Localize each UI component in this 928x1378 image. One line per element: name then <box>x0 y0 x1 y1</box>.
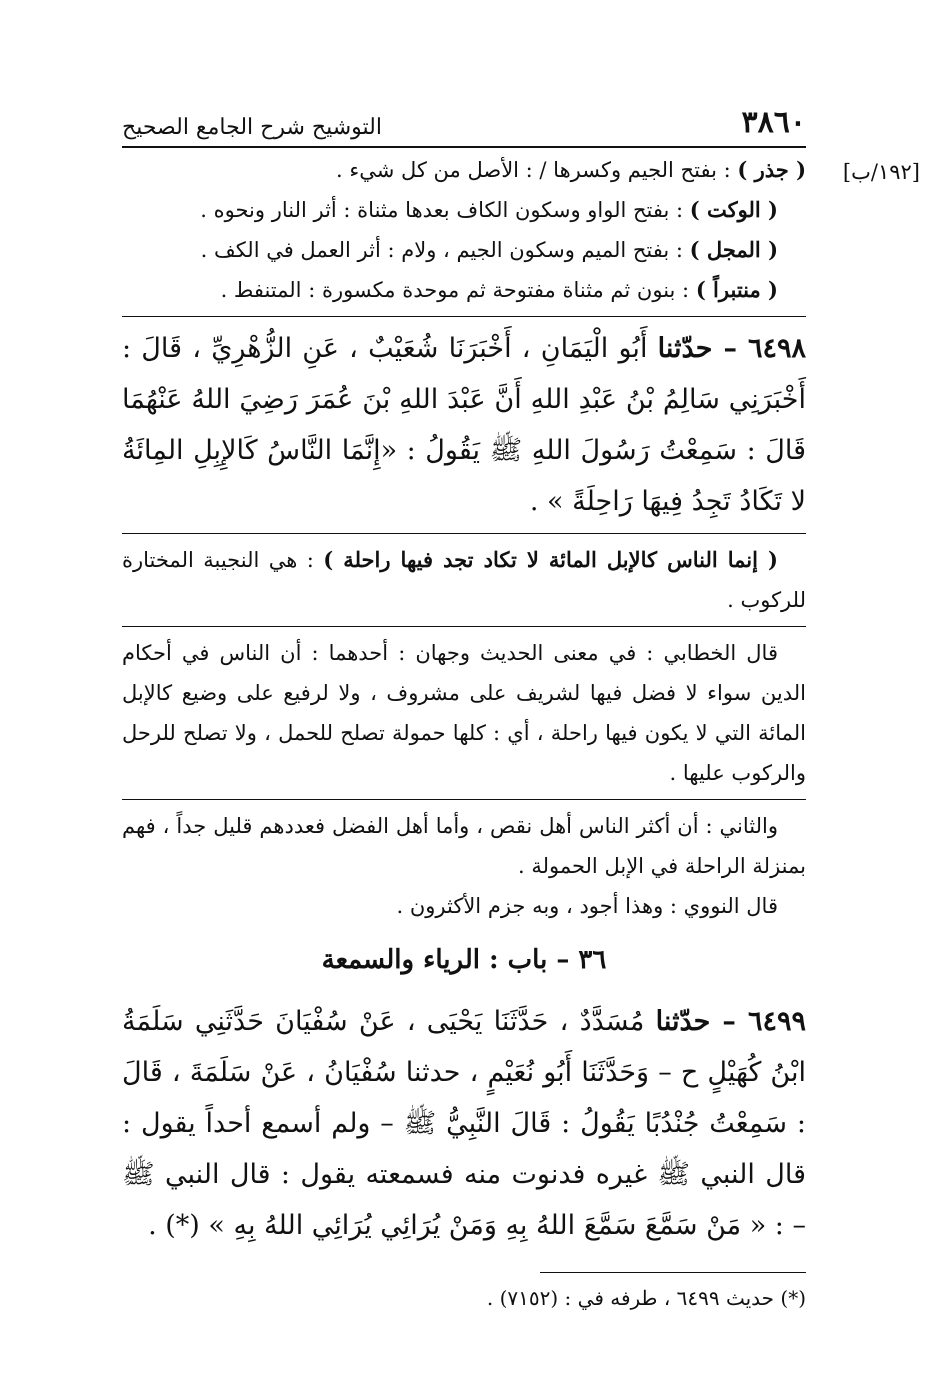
definition-term: ( منتبراً ) <box>695 277 778 302</box>
definition-line <box>122 540 806 620</box>
running-title: التوشيح شرح الجامع الصحيح <box>122 115 382 140</box>
definition-text: : هي النجيبة المختارة للركوب . <box>122 548 806 612</box>
hadith-text: مُسَدَّدٌ ، حَدَّثَنَا يَحْيَى ، عَنْ سُفْيَانَ حَدَّثَنِي سَلَمَةُ ابْنُ كُهَيْلٍ ح – وَحَدَّثَنَا أَبُو نُعَيْمٍ ، حدثنا سُفْيَانُ ، عَنْ سَلَمَةَ ، قَالَ : سَمِعْتُ جُنْدُبًا يَقُولُ : قَالَ النَّبِيُّ ﷺ – ولم أسمع أحداً يقول : قال النبي ﷺ غيره فدنوت منه فسمعته يقول : قال النبي ﷺ – : « مَنْ سَمَّعَ سَمَّعَ اللهُ بِهِ وَمَنْ يُرَائِي يُرَائِي اللهُ بِهِ » (*) . <box>122 1006 806 1241</box>
hadith-lead: – حدّثنا <box>655 1006 748 1037</box>
hadith-6499 <box>122 996 806 1251</box>
definition-term: ( المجل ) <box>689 237 778 262</box>
section-rule <box>122 533 806 534</box>
hadith-lead: – حدّثنا <box>657 333 748 364</box>
page-header <box>122 100 806 140</box>
definition-line <box>122 230 806 270</box>
header-rule <box>122 146 806 148</box>
page-number: ٣٨٦٠ <box>741 105 806 140</box>
definition-text: : بفتح الواو وسكون الكاف بعدها مثناة : أثر النار ونحوه . <box>200 198 690 222</box>
definition-text: : بفتح الميم وسكون الجيم ، ولام : أثر العمل في الكف . <box>200 238 690 262</box>
margin-folio-note: [١٩٢/ب] <box>842 160 920 184</box>
section-rule <box>122 626 806 627</box>
definition-text: : بفتح الجيم وكسرها / : الأصل من كل شيء . <box>335 158 738 182</box>
footnote: (*) حديث ٦٤٩٩ ، طرفه في : (٧١٥٢) . <box>486 1286 806 1310</box>
section-rule <box>122 799 806 800</box>
definition-term: ( جذر ) <box>737 157 806 182</box>
definition-term: ( إنما الناس كالإبل المائة لا تكاد تجد فيها راحلة ) <box>323 547 778 572</box>
commentary-paragraph: قال الخطابي : في معنى الحديث وجهان : أحدهما : أن الناس في أحكام الدين سواء لا فضل فيها لشريف على مشروف ، ولا لرفيع على وضيع كالإبل المائة التي لا يكون فيها راحلة ، أي : كلها حمولة تصلح للحمل ، ولا تصلح للرحل والركوب عليها . <box>122 641 806 785</box>
definition-line <box>122 150 806 190</box>
hadith-text: أَبُو الْيَمَانِ ، أَخْبَرَنَا شُعَيْبٌ ، عَنِ الزُّهْرِيِّ ، قَالَ : أَخْبَرَنِي سَالِمُ بْنُ عَبْدِ اللهِ أَنَّ عَبْدَ اللهِ بْنَ عُمَرَ رَضِيَ اللهُ عَنْهُمَا قَالَ : سَمِعْتُ رَسُولَ اللهِ ﷺ يَقُولُ : «إِنَّمَا النَّاسُ كَالإِبِلِ المِائَةُ لا تَكَادُ تَجِدُ فِيهَا رَاحِلَةً » . <box>122 333 806 517</box>
commentary-paragraph: قال النووي : وهذا أجود ، وبه جزم الأكثرون . <box>396 894 778 918</box>
definitions-top <box>122 150 806 310</box>
hadith-number: ٦٤٩٨ <box>747 333 806 364</box>
definition-line <box>122 270 806 310</box>
hadith-6498 <box>122 323 806 527</box>
hadith-number: ٦٤٩٩ <box>747 1006 806 1037</box>
commentary-paragraph: والثاني : أن أكثر الناس أهل نقص ، وأما أهل الفضل فعددهم قليل جداً ، فهم بمنزلة الراحلة في الإبل الحمولة . <box>122 814 806 878</box>
section-rule <box>122 316 806 317</box>
definition-line <box>122 190 806 230</box>
definition-term: ( الوكت ) <box>689 197 778 222</box>
commentary <box>122 633 806 926</box>
footnote-rule <box>540 1272 806 1273</box>
main-text <box>122 150 806 1251</box>
chapter-heading: ٣٦ – باب : الرياء والسمعة <box>321 945 607 975</box>
definition-text: : بنون ثم مثناة مفتوحة ثم موحدة مكسورة : المتنفط . <box>220 278 696 302</box>
